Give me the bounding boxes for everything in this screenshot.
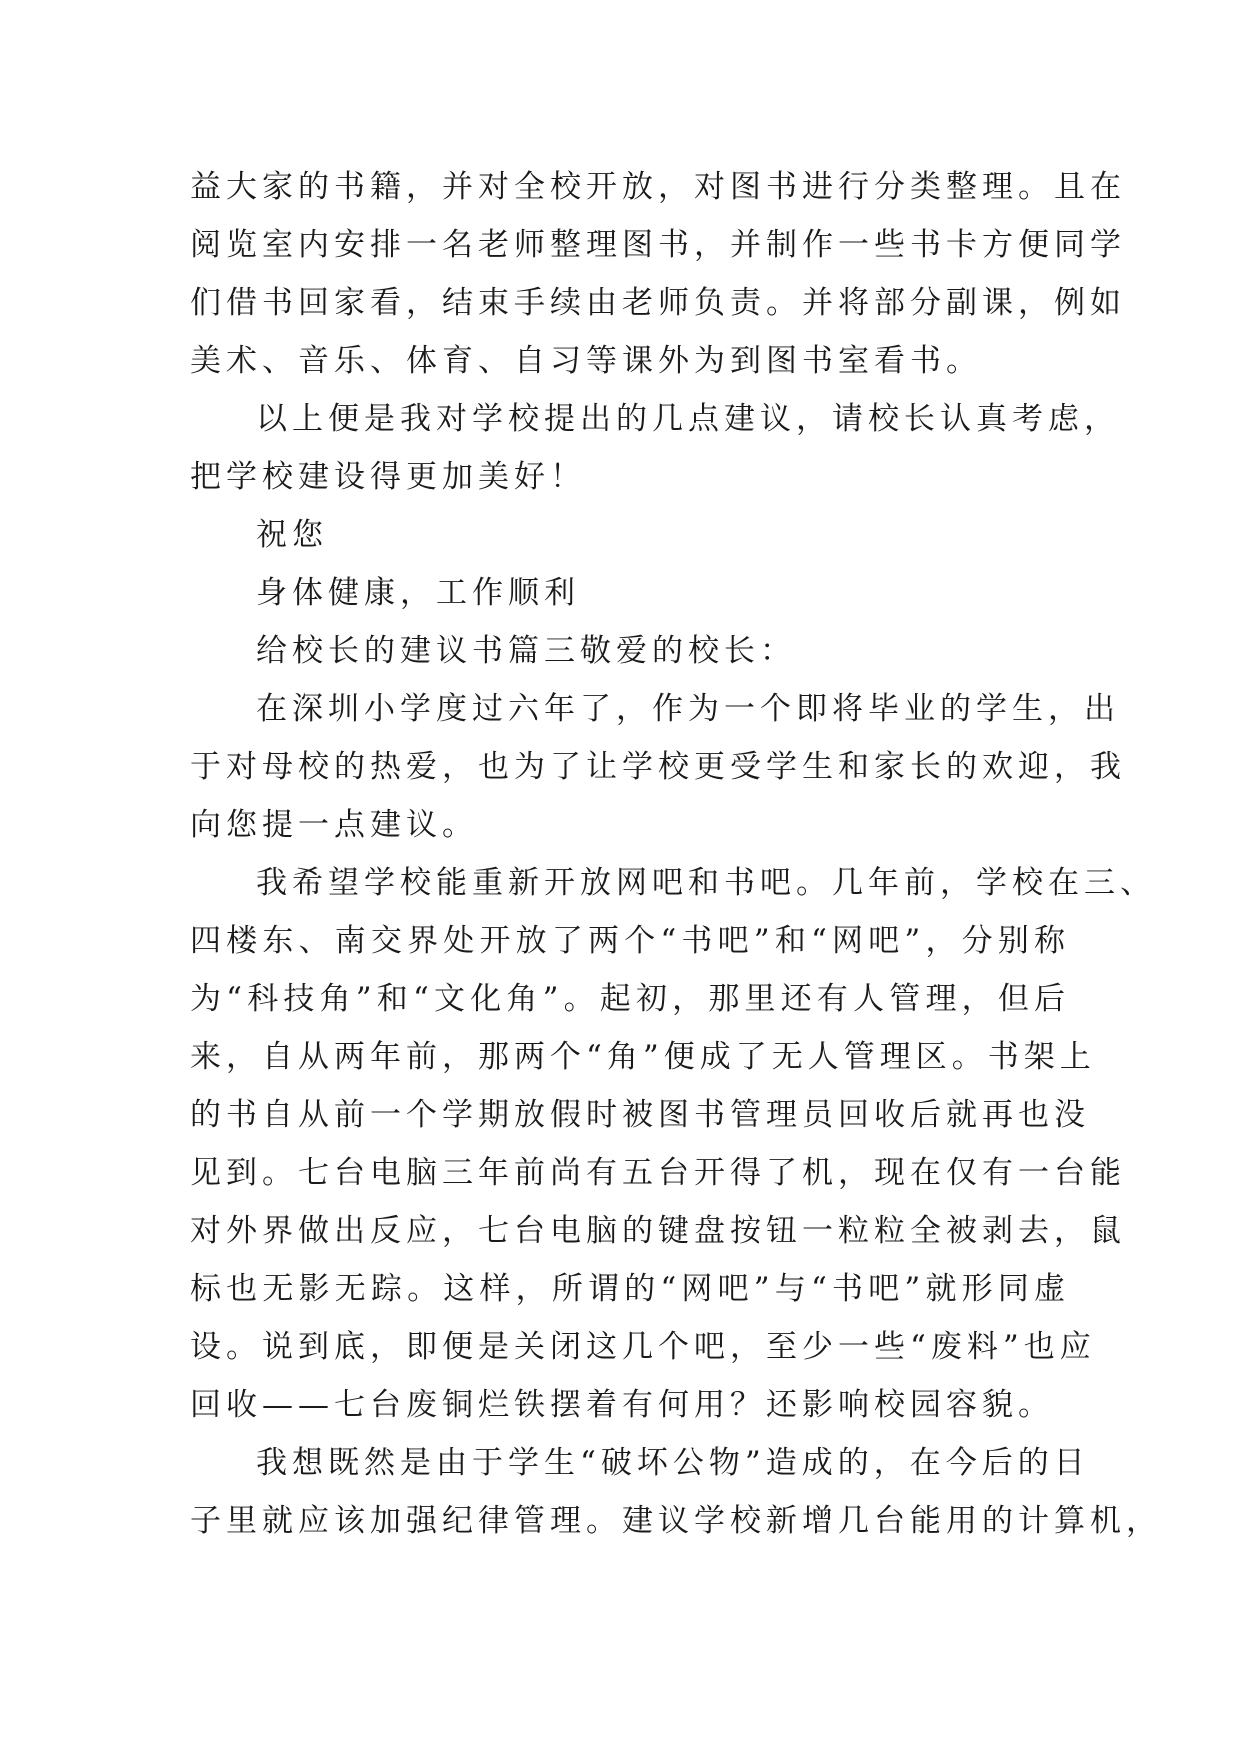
text-line: 的书自从前一个学期放假时被图书管理员回收后就再也没 (190, 1097, 1090, 1133)
text-line: 见到。七台电脑三年前尚有五台开得了机，现在仅有一台能 (190, 1155, 1126, 1191)
text-line: 益大家的书籍，并对全校开放，对图书进行分类整理。且在 (190, 169, 1126, 205)
section-heading: 给校长的建议书篇三敬爱的校长： (256, 633, 796, 669)
text-line: 在深圳小学度过六年了，作为一个即将毕业的学生，出 (256, 691, 1120, 727)
text-line: 回收——七台废铜烂铁摆着有何用？还影响校园容貌。 (190, 1387, 1054, 1423)
text-line: 我想既然是由于学生“破坏公物”造成的，在今后的日 (256, 1445, 1090, 1481)
text-line: 对外界做出反应，七台电脑的键盘按钮一粒粒全被剥去，鼠 (190, 1213, 1126, 1249)
text-line: 于对母校的热爱，也为了让学校更受学生和家长的欢迎，我 (190, 749, 1126, 785)
text-line: 子里就应该加强纪律管理。建议学校新增几台能用的计算机， (190, 1503, 1162, 1539)
text-line: 阅览室内安排一名老师整理图书，并制作一些书卡方便同学 (190, 227, 1126, 263)
text-line: 四楼东、南交界处开放了两个“书吧”和“网吧”，分别称 (190, 923, 1070, 959)
text-line: 设。说到底，即便是关闭这几个吧，至少一些“废料”也应 (190, 1329, 1096, 1365)
text-line: 为“科技角”和“文化角”。起初，那里还有人管理，但后 (190, 981, 1070, 1017)
text-line: 我希望学校能重新开放网吧和书吧。几年前，学校在三、 (256, 865, 1156, 901)
text-line: 来，自从两年前，那两个“角”便成了无人管理区。书架上 (190, 1039, 1096, 1075)
wish-line: 身体健康，工作顺利 (256, 575, 580, 611)
text-line: 把学校建设得更加美好！ (190, 459, 586, 495)
text-line: 向您提一点建议。 (190, 807, 478, 843)
text-line: 以上便是我对学校提出的几点建议，请校长认真考虑， (256, 401, 1120, 437)
text-line: 们借书回家看，结束手续由老师负责。并将部分副课，例如 (190, 285, 1126, 321)
document-body (190, 158, 1162, 1550)
text-line: 标也无影无踪。这样，所谓的“网吧”与“书吧”就形同虚 (190, 1271, 1070, 1307)
salutation-line: 祝您 (256, 517, 328, 553)
text-line: 美术、音乐、体育、自习等课外为到图书室看书。 (190, 343, 982, 379)
